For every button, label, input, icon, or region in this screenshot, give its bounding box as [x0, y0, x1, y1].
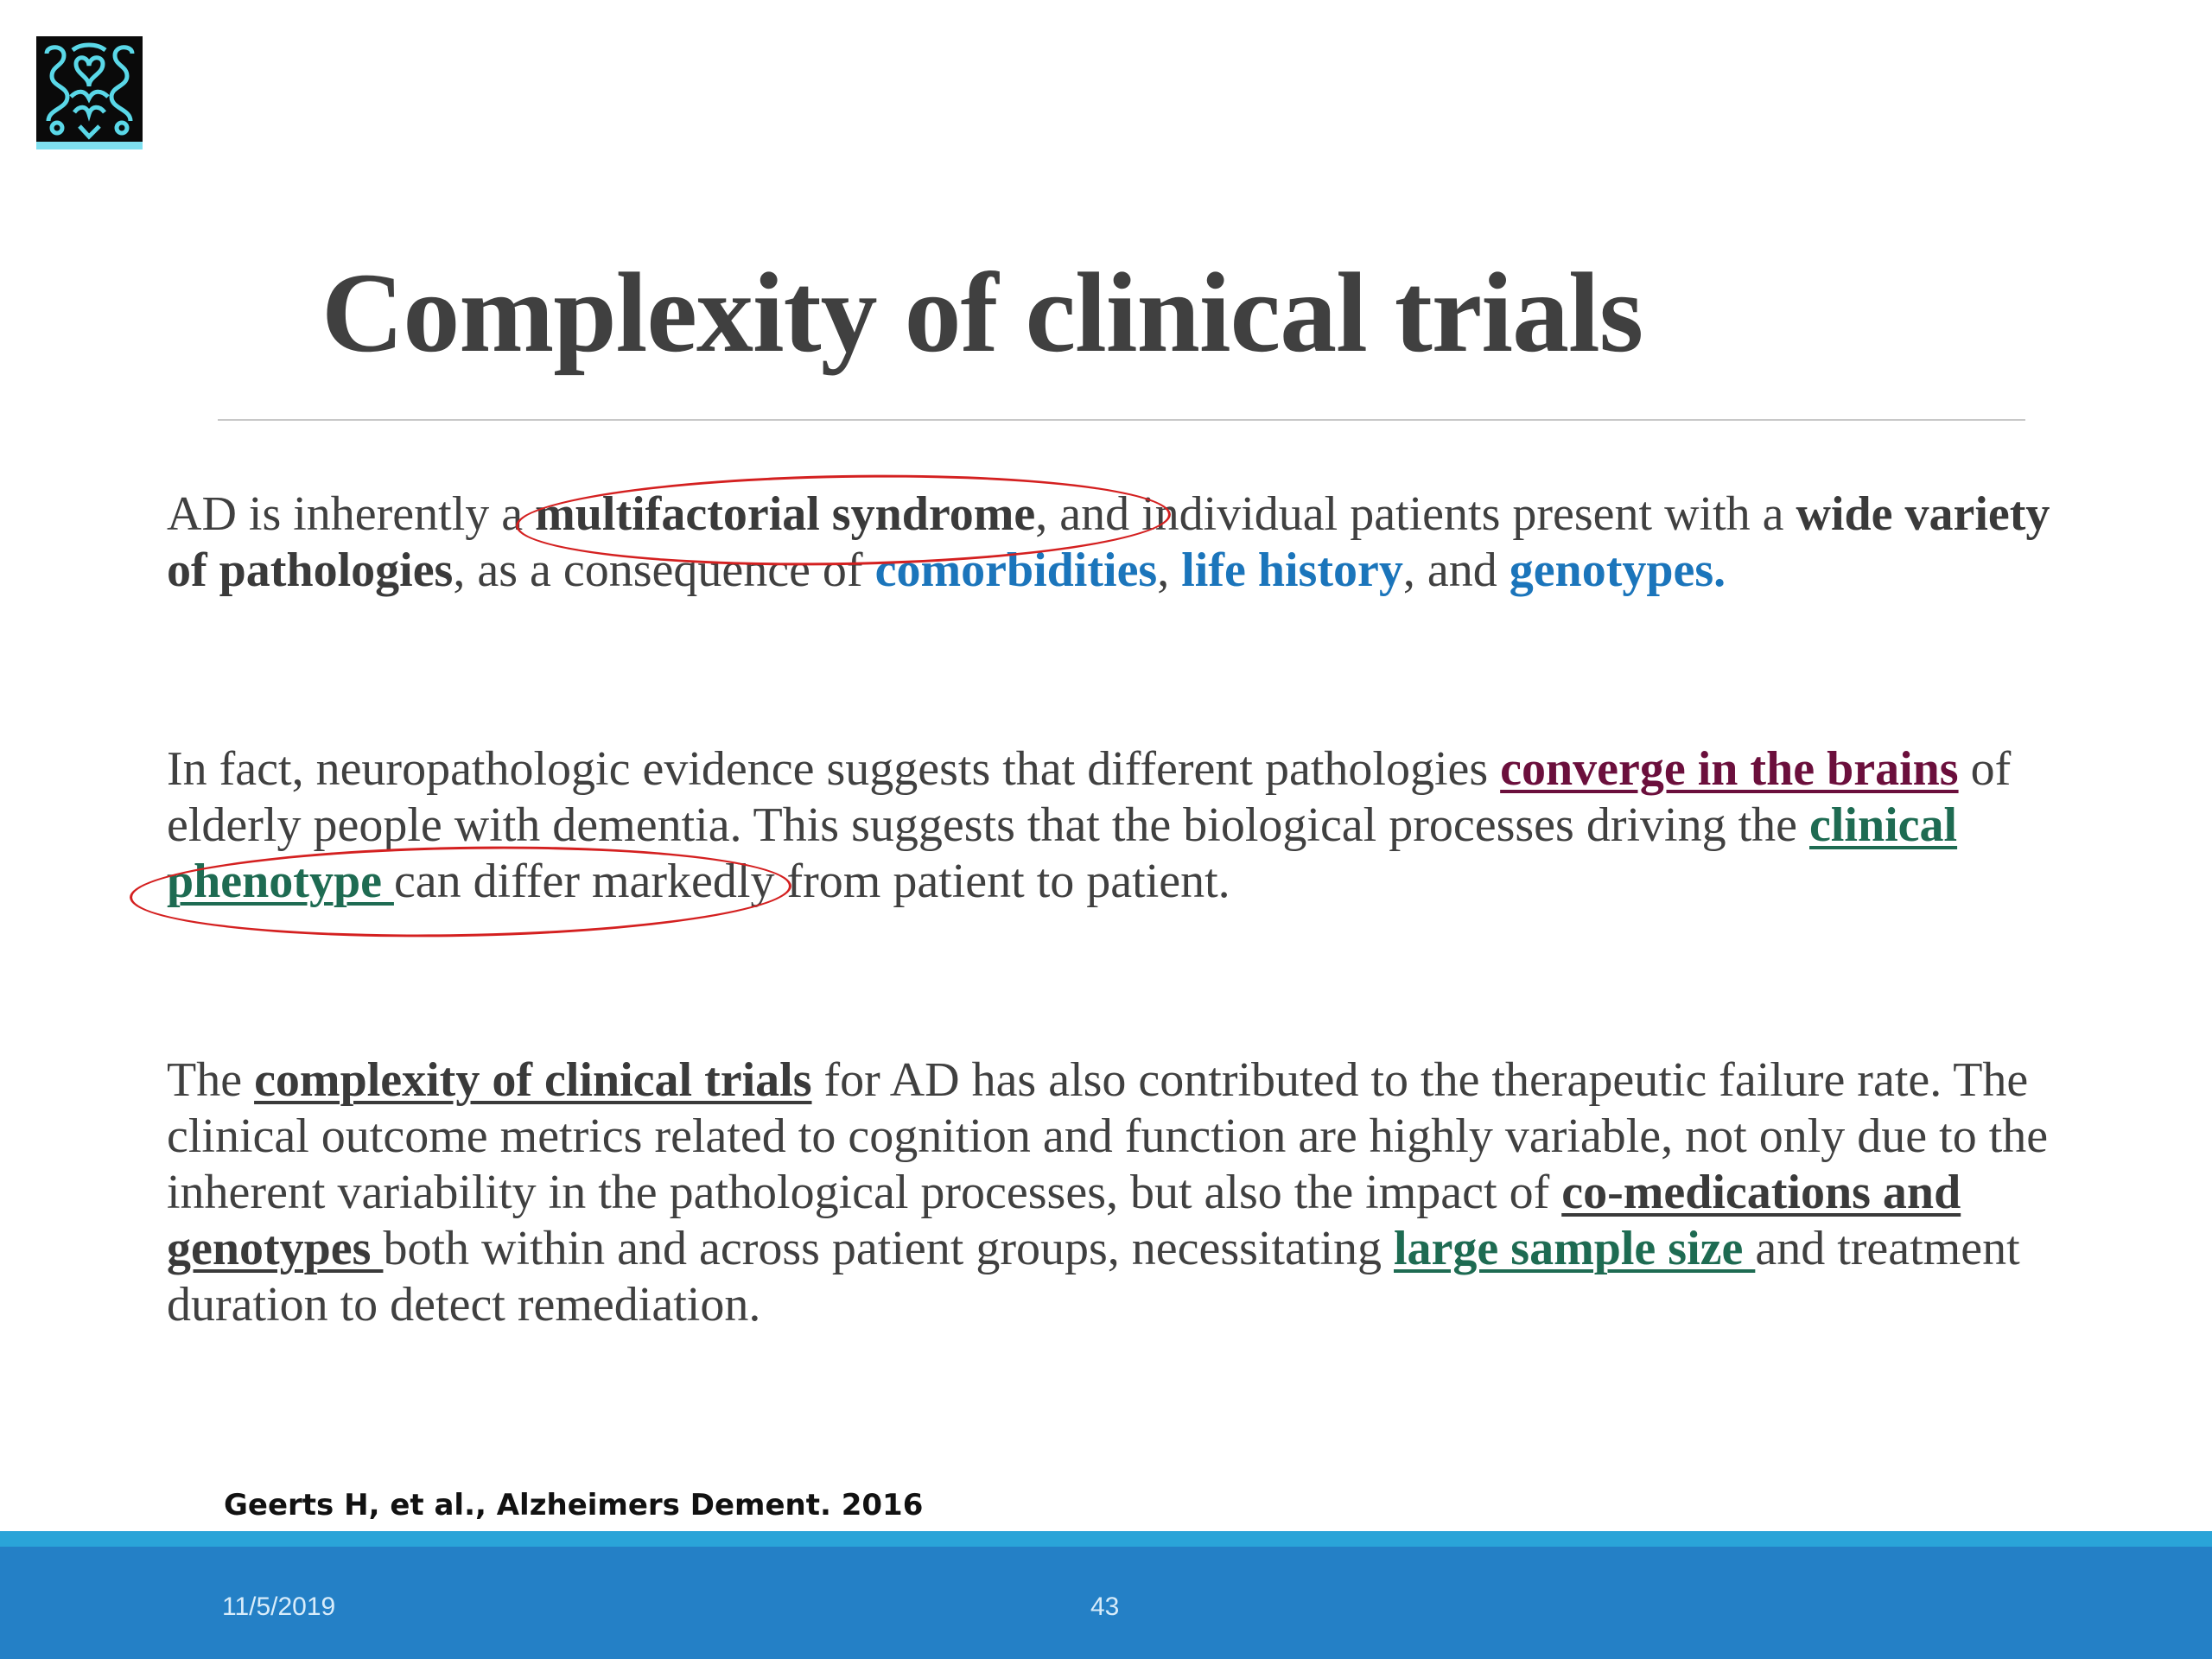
emphasis-comorbidities: comorbidities: [874, 543, 1158, 597]
slide-title: Complexity of clinical trials: [321, 249, 1643, 376]
text-run: can differ markedly from patient to patient.: [393, 855, 1230, 908]
paragraph-neuropathologic: [167, 741, 2076, 910]
text-run: The: [167, 1053, 255, 1107]
emphasis-converge-in-the-brains: converge in the brains: [1500, 742, 1959, 796]
paragraph-multifactorial: [167, 486, 2076, 599]
emphasis-large-sample-size: large sample size: [1394, 1222, 1756, 1275]
title-divider: [218, 419, 2025, 421]
emphasis-genotypes: genotypes.: [1509, 543, 1726, 597]
text-run: , and individual patients present with a: [1035, 487, 1796, 541]
text-run: of elderly people with dementia. This suggests that the biological processes driving the: [167, 742, 2012, 852]
text-run: AD is inherently a: [167, 487, 536, 541]
emphasis-complexity-of-clinical-trials: complexity of clinical trials: [254, 1053, 812, 1107]
text-run: both within and across patient groups, necessitating: [383, 1222, 1394, 1275]
citation: Geerts H, et al., Alzheimers Dement. 2016: [224, 1488, 924, 1522]
paragraph-complexity: [167, 1052, 2076, 1333]
text-run: , as a consequence of: [453, 543, 875, 597]
text-run: In fact, neuropathologic evidence suggests that different pathologies: [167, 742, 1501, 796]
text-run: for AD has also contributed to the therapeutic failure rate. The clinical outcome metrics related to cognition and function are highly variable, not only due to the inherent variability in the pathological processes, but also the impact of: [167, 1053, 2049, 1219]
text-run: and treatment duration to detect remediation.: [167, 1222, 2020, 1332]
emphasis-wide-variety: wide variety of pathologies: [167, 487, 2050, 597]
text-run: ,: [1157, 543, 1182, 597]
emphasis-life-history: life history: [1181, 543, 1403, 597]
emphasis-multifactorial-syndrome: multifactorial syndrome: [535, 487, 1036, 541]
footer-date: 11/5/2019: [222, 1592, 336, 1621]
emphasis-co-medications: co-medications and genotypes: [167, 1166, 1961, 1275]
page-number: 43: [1090, 1592, 1120, 1621]
university-emblem-icon: [36, 36, 143, 149]
emphasis-clinical-phenotype: clinical phenotype: [167, 798, 1958, 908]
text-run: , and: [1402, 543, 1510, 597]
footer-accent-bar: [0, 1531, 2212, 1547]
